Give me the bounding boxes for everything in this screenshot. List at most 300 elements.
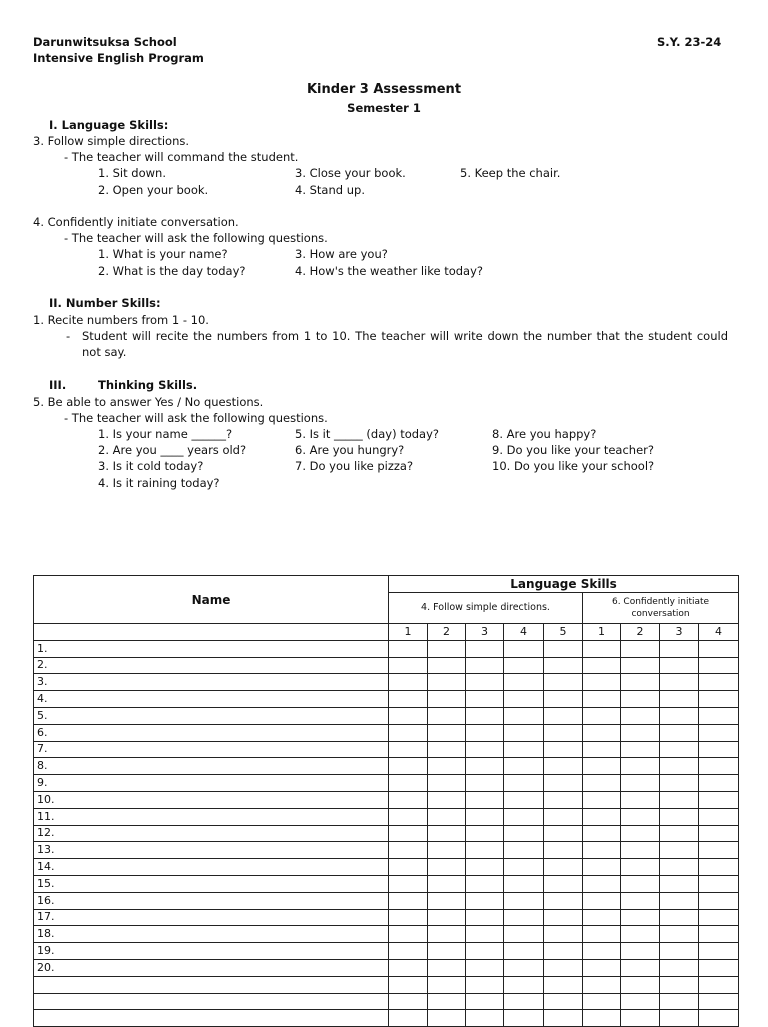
score-cell[interactable] xyxy=(621,741,660,758)
score-cell[interactable] xyxy=(389,775,428,792)
column-number: 2 xyxy=(428,624,466,641)
student-name-cell[interactable]: 17. xyxy=(34,909,389,926)
score-cell[interactable] xyxy=(466,657,504,674)
score-cell[interactable] xyxy=(699,657,739,674)
score-cell[interactable] xyxy=(466,724,504,741)
score-cell[interactable] xyxy=(544,791,583,808)
score-cell[interactable] xyxy=(466,943,504,960)
score-cell[interactable] xyxy=(583,724,621,741)
score-cell[interactable] xyxy=(428,640,466,657)
page-subtitle: Semester 1 xyxy=(347,101,421,115)
score-cell[interactable] xyxy=(389,707,428,724)
score-cell[interactable] xyxy=(466,959,504,976)
score-cell[interactable] xyxy=(466,674,504,691)
score-cell[interactable] xyxy=(660,943,699,960)
score-cell[interactable] xyxy=(583,892,621,909)
score-cell[interactable] xyxy=(660,875,699,892)
score-cell[interactable] xyxy=(583,875,621,892)
score-cell[interactable] xyxy=(428,926,466,943)
note-teacher-ask: - The teacher will ask the following questions. xyxy=(64,231,328,245)
score-cell[interactable] xyxy=(583,842,621,859)
score-cell[interactable] xyxy=(544,724,583,741)
score-cell[interactable] xyxy=(428,959,466,976)
score-cell[interactable] xyxy=(660,842,699,859)
score-cell[interactable] xyxy=(621,943,660,960)
score-cell[interactable] xyxy=(660,959,699,976)
score-cell[interactable] xyxy=(583,976,621,993)
student-name-cell[interactable]: 3. xyxy=(34,674,389,691)
score-cell[interactable] xyxy=(583,691,621,708)
score-cell[interactable] xyxy=(583,808,621,825)
blank-cell xyxy=(34,624,389,641)
item-recite-numbers: 1. Recite numbers from 1 - 10. xyxy=(33,313,209,327)
score-cell[interactable] xyxy=(504,875,544,892)
score-cell[interactable] xyxy=(428,691,466,708)
table-row xyxy=(34,657,739,674)
score-cell[interactable] xyxy=(583,640,621,657)
question-item: 2. Are you ____ years old? xyxy=(98,443,247,457)
student-name-cell[interactable]: 1. xyxy=(34,640,389,657)
column-number: 2 xyxy=(621,624,660,641)
score-cell[interactable] xyxy=(699,926,739,943)
score-cell[interactable] xyxy=(699,741,739,758)
table-row xyxy=(34,842,739,859)
question-item: 1. What is your name? xyxy=(98,247,228,261)
question-item: 2. What is the day today? xyxy=(98,264,246,278)
score-cell[interactable] xyxy=(660,674,699,691)
score-cell[interactable] xyxy=(466,707,504,724)
column-number: 5 xyxy=(544,624,583,641)
score-cell[interactable] xyxy=(504,741,544,758)
score-cell[interactable] xyxy=(660,808,699,825)
score-cell[interactable] xyxy=(621,993,660,1010)
student-name-cell[interactable]: 19. xyxy=(34,943,389,960)
table-row xyxy=(34,758,739,775)
table-row xyxy=(34,859,739,876)
score-cell[interactable] xyxy=(504,825,544,842)
score-cell[interactable] xyxy=(389,875,428,892)
question-item: 10. Do you like your school? xyxy=(492,459,655,473)
score-cell[interactable] xyxy=(504,909,544,926)
section-thinking-number: III. xyxy=(49,378,67,392)
score-cell[interactable] xyxy=(466,976,504,993)
student-name-cell[interactable]: 14. xyxy=(34,859,389,876)
score-cell[interactable] xyxy=(660,892,699,909)
score-cell[interactable] xyxy=(583,657,621,674)
command-item: 2. Open your book. xyxy=(98,183,209,197)
column-number: 3 xyxy=(660,624,699,641)
score-cell[interactable] xyxy=(544,691,583,708)
score-cell[interactable] xyxy=(389,909,428,926)
score-cell[interactable] xyxy=(660,859,699,876)
score-cell[interactable] xyxy=(699,859,739,876)
score-cell[interactable] xyxy=(660,926,699,943)
initiate-conversation-header: 6. Confidently initiate conversation xyxy=(583,593,739,624)
score-cell[interactable] xyxy=(389,943,428,960)
note-teacher-command: - The teacher will command the student. xyxy=(64,150,299,164)
score-cell[interactable] xyxy=(699,707,739,724)
score-cell[interactable] xyxy=(621,657,660,674)
score-cell[interactable] xyxy=(660,825,699,842)
score-cell[interactable] xyxy=(621,640,660,657)
score-cell[interactable] xyxy=(466,808,504,825)
command-item: 3. Close your book. xyxy=(295,166,406,180)
name-column-header: Name xyxy=(34,576,389,624)
score-cell[interactable] xyxy=(699,674,739,691)
question-item: 1. Is your name ______? xyxy=(98,427,233,441)
score-cell[interactable] xyxy=(660,993,699,1010)
student-name-cell[interactable]: 5. xyxy=(34,707,389,724)
score-cell[interactable] xyxy=(660,976,699,993)
score-cell[interactable] xyxy=(466,741,504,758)
student-name-cell[interactable]: 12. xyxy=(34,825,389,842)
score-cell[interactable] xyxy=(621,724,660,741)
note-recite-line1: Student will recite the numbers from 1 to 10. The teacher will write down the number that the student could xyxy=(82,329,728,343)
score-cell[interactable] xyxy=(660,741,699,758)
score-cell[interactable] xyxy=(621,758,660,775)
table-row xyxy=(34,993,739,1010)
score-cell[interactable] xyxy=(583,926,621,943)
school-name: Darunwitsuksa School xyxy=(33,35,177,49)
score-cell[interactable] xyxy=(583,993,621,1010)
student-name-cell[interactable]: 7. xyxy=(34,741,389,758)
table-row xyxy=(34,909,739,926)
page-title: Kinder 3 Assessment xyxy=(306,82,462,97)
command-item: 5. Keep the chair. xyxy=(460,166,561,180)
score-cell[interactable] xyxy=(660,758,699,775)
student-name-cell[interactable]: 10. xyxy=(34,791,389,808)
score-cell[interactable] xyxy=(389,791,428,808)
score-cell[interactable] xyxy=(621,959,660,976)
score-cell[interactable] xyxy=(466,909,504,926)
score-cell[interactable] xyxy=(544,909,583,926)
score-cell[interactable] xyxy=(504,775,544,792)
score-cell[interactable] xyxy=(699,875,739,892)
score-cell[interactable] xyxy=(621,791,660,808)
score-cell[interactable] xyxy=(504,943,544,960)
score-cell[interactable] xyxy=(583,859,621,876)
score-cell[interactable] xyxy=(621,859,660,876)
table-row xyxy=(34,674,739,691)
score-cell[interactable] xyxy=(544,875,583,892)
score-cell[interactable] xyxy=(504,691,544,708)
score-cell[interactable] xyxy=(389,691,428,708)
column-number: 1 xyxy=(389,624,428,641)
student-name-cell[interactable]: 18. xyxy=(34,926,389,943)
item-yes-no: 5. Be able to answer Yes / No questions. xyxy=(33,395,264,409)
score-cell[interactable] xyxy=(621,674,660,691)
score-cell[interactable] xyxy=(466,842,504,859)
school-year: S.Y. 23-24 xyxy=(657,35,722,49)
score-cell[interactable] xyxy=(660,724,699,741)
score-cell[interactable] xyxy=(466,993,504,1010)
score-cell[interactable] xyxy=(544,959,583,976)
score-cell[interactable] xyxy=(544,892,583,909)
score-cell[interactable] xyxy=(660,775,699,792)
score-cell[interactable] xyxy=(699,691,739,708)
student-name-cell[interactable]: 20. xyxy=(34,959,389,976)
score-cell[interactable] xyxy=(544,976,583,993)
note-recite-line2: not say. xyxy=(82,345,127,359)
column-number-row xyxy=(34,624,739,641)
question-item: 3. How are you? xyxy=(295,247,388,261)
score-cell[interactable] xyxy=(583,1010,621,1027)
table-row xyxy=(34,976,739,993)
student-name-cell[interactable]: 2. xyxy=(34,657,389,674)
column-number: 4 xyxy=(504,624,544,641)
table-row xyxy=(34,724,739,741)
score-cell[interactable] xyxy=(428,741,466,758)
question-item: 9. Do you like your teacher? xyxy=(492,443,654,457)
score-cell[interactable] xyxy=(389,758,428,775)
score-cell[interactable] xyxy=(466,892,504,909)
score-cell[interactable] xyxy=(699,758,739,775)
score-cell[interactable] xyxy=(428,775,466,792)
score-cell[interactable] xyxy=(544,741,583,758)
column-number: 3 xyxy=(466,624,504,641)
column-number: 1 xyxy=(583,624,621,641)
score-cell[interactable] xyxy=(389,959,428,976)
score-cell[interactable] xyxy=(660,707,699,724)
score-cell[interactable] xyxy=(504,724,544,741)
score-cell[interactable] xyxy=(389,993,428,1010)
score-cell[interactable] xyxy=(428,707,466,724)
command-item: 4. Stand up. xyxy=(295,183,365,197)
score-cell[interactable] xyxy=(544,674,583,691)
question-item: 4. Is it raining today? xyxy=(98,476,220,490)
score-cell[interactable] xyxy=(504,808,544,825)
assessment-table xyxy=(33,575,739,1027)
score-cell[interactable] xyxy=(621,707,660,724)
student-name-cell[interactable] xyxy=(34,993,389,1010)
score-cell[interactable] xyxy=(428,674,466,691)
score-cell[interactable] xyxy=(466,758,504,775)
score-cell[interactable] xyxy=(428,657,466,674)
note-teacher-ask-2: - The teacher will ask the following questions. xyxy=(64,411,328,425)
table-row xyxy=(34,707,739,724)
student-name-cell[interactable] xyxy=(34,976,389,993)
table-row xyxy=(34,892,739,909)
score-cell[interactable] xyxy=(699,959,739,976)
score-cell[interactable] xyxy=(389,825,428,842)
score-cell[interactable] xyxy=(466,926,504,943)
score-cell[interactable] xyxy=(621,691,660,708)
student-name-cell[interactable]: 6. xyxy=(34,724,389,741)
score-cell[interactable] xyxy=(583,707,621,724)
student-name-cell[interactable]: 11. xyxy=(34,808,389,825)
score-cell[interactable] xyxy=(428,859,466,876)
note-dash: - xyxy=(66,329,71,343)
score-cell[interactable] xyxy=(504,1010,544,1027)
score-cell[interactable] xyxy=(428,993,466,1010)
score-cell[interactable] xyxy=(389,976,428,993)
score-cell[interactable] xyxy=(621,1010,660,1027)
score-cell[interactable] xyxy=(699,892,739,909)
score-cell[interactable] xyxy=(466,775,504,792)
table-row xyxy=(34,825,739,842)
score-cell[interactable] xyxy=(660,909,699,926)
score-cell[interactable] xyxy=(621,909,660,926)
score-cell[interactable] xyxy=(621,875,660,892)
score-cell[interactable] xyxy=(504,674,544,691)
score-cell[interactable] xyxy=(583,758,621,775)
score-cell[interactable] xyxy=(699,775,739,792)
score-cell[interactable] xyxy=(428,976,466,993)
score-cell[interactable] xyxy=(544,1010,583,1027)
score-cell[interactable] xyxy=(699,993,739,1010)
item-follow-directions: 3. Follow simple directions. xyxy=(33,134,190,148)
score-cell[interactable] xyxy=(504,640,544,657)
score-cell[interactable] xyxy=(428,909,466,926)
score-cell[interactable] xyxy=(428,1010,466,1027)
score-cell[interactable] xyxy=(699,640,739,657)
score-cell[interactable] xyxy=(621,825,660,842)
score-cell[interactable] xyxy=(621,775,660,792)
student-name-cell[interactable]: 9. xyxy=(34,775,389,792)
student-name-cell[interactable]: 8. xyxy=(34,758,389,775)
score-cell[interactable] xyxy=(389,892,428,909)
score-cell[interactable] xyxy=(621,842,660,859)
score-cell[interactable] xyxy=(504,859,544,876)
score-cell[interactable] xyxy=(699,976,739,993)
table-row xyxy=(34,1010,739,1027)
score-cell[interactable] xyxy=(466,825,504,842)
score-cell[interactable] xyxy=(660,657,699,674)
score-cell[interactable] xyxy=(544,943,583,960)
score-cell[interactable] xyxy=(504,892,544,909)
score-cell[interactable] xyxy=(621,976,660,993)
score-cell[interactable] xyxy=(544,825,583,842)
score-cell[interactable] xyxy=(428,825,466,842)
score-cell[interactable] xyxy=(504,791,544,808)
score-cell[interactable] xyxy=(583,825,621,842)
score-cell[interactable] xyxy=(699,724,739,741)
score-cell[interactable] xyxy=(544,842,583,859)
question-item: 7. Do you like pizza? xyxy=(295,459,414,473)
score-cell[interactable] xyxy=(504,993,544,1010)
score-cell[interactable] xyxy=(544,775,583,792)
score-cell[interactable] xyxy=(544,657,583,674)
program-name: Intensive English Program xyxy=(33,51,204,65)
section-language-heading: I. Language Skills: xyxy=(49,118,169,132)
section-number-heading: II. Number Skills: xyxy=(49,296,161,310)
score-cell[interactable] xyxy=(583,943,621,960)
score-cell[interactable] xyxy=(389,741,428,758)
score-cell[interactable] xyxy=(621,926,660,943)
score-cell[interactable] xyxy=(544,859,583,876)
score-cell[interactable] xyxy=(660,691,699,708)
score-cell[interactable] xyxy=(428,892,466,909)
score-cell[interactable] xyxy=(699,791,739,808)
language-skills-header: Language Skills xyxy=(389,576,739,593)
table-row xyxy=(34,926,739,943)
score-cell[interactable] xyxy=(504,758,544,775)
score-cell[interactable] xyxy=(466,1010,504,1027)
score-cell[interactable] xyxy=(699,808,739,825)
student-name-cell[interactable]: 16. xyxy=(34,892,389,909)
score-cell[interactable] xyxy=(660,640,699,657)
score-cell[interactable] xyxy=(544,640,583,657)
column-number: 4 xyxy=(699,624,739,641)
table-row xyxy=(34,741,739,758)
follow-directions-header: 4. Follow simple directions. xyxy=(389,593,583,624)
score-cell[interactable] xyxy=(428,791,466,808)
score-cell[interactable] xyxy=(466,640,504,657)
score-cell[interactable] xyxy=(389,808,428,825)
score-cell[interactable] xyxy=(389,640,428,657)
score-cell[interactable] xyxy=(504,707,544,724)
score-cell[interactable] xyxy=(428,875,466,892)
command-item: 1. Sit down. xyxy=(98,166,166,180)
score-cell[interactable] xyxy=(428,842,466,859)
score-cell[interactable] xyxy=(544,926,583,943)
score-cell[interactable] xyxy=(583,741,621,758)
score-cell[interactable] xyxy=(389,859,428,876)
score-cell[interactable] xyxy=(583,959,621,976)
score-cell[interactable] xyxy=(466,691,504,708)
score-cell[interactable] xyxy=(389,926,428,943)
table-row xyxy=(34,791,739,808)
score-cell[interactable] xyxy=(504,842,544,859)
score-cell[interactable] xyxy=(699,825,739,842)
score-cell[interactable] xyxy=(389,1010,428,1027)
score-cell[interactable] xyxy=(428,724,466,741)
score-cell[interactable] xyxy=(699,842,739,859)
score-cell[interactable] xyxy=(660,791,699,808)
table-row xyxy=(34,959,739,976)
question-item: 5. Is it _____ (day) today? xyxy=(295,427,440,441)
score-cell[interactable] xyxy=(583,674,621,691)
table-row xyxy=(34,640,739,657)
score-cell[interactable] xyxy=(428,808,466,825)
score-cell[interactable] xyxy=(389,724,428,741)
score-cell[interactable] xyxy=(504,976,544,993)
score-cell[interactable] xyxy=(699,943,739,960)
score-cell[interactable] xyxy=(466,875,504,892)
score-cell[interactable] xyxy=(428,943,466,960)
score-cell[interactable] xyxy=(660,1010,699,1027)
score-cell[interactable] xyxy=(544,808,583,825)
table-row xyxy=(34,875,739,892)
score-cell[interactable] xyxy=(583,775,621,792)
score-cell[interactable] xyxy=(699,1010,739,1027)
score-cell[interactable] xyxy=(699,909,739,926)
score-cell[interactable] xyxy=(466,859,504,876)
section-thinking-heading: Thinking Skills. xyxy=(98,378,198,392)
score-cell[interactable] xyxy=(428,758,466,775)
score-cell[interactable] xyxy=(504,657,544,674)
table-row xyxy=(34,775,739,792)
student-name-cell[interactable]: 15. xyxy=(34,875,389,892)
score-cell[interactable] xyxy=(466,791,504,808)
score-cell[interactable] xyxy=(544,707,583,724)
score-cell[interactable] xyxy=(504,926,544,943)
student-name-cell[interactable]: 4. xyxy=(34,691,389,708)
score-cell[interactable] xyxy=(621,892,660,909)
score-cell[interactable] xyxy=(504,959,544,976)
score-cell[interactable] xyxy=(544,993,583,1010)
score-cell[interactable] xyxy=(389,657,428,674)
question-item: 6. Are you hungry? xyxy=(295,443,405,457)
student-name-cell[interactable]: 13. xyxy=(34,842,389,859)
score-cell[interactable] xyxy=(621,808,660,825)
score-cell[interactable] xyxy=(389,842,428,859)
score-cell[interactable] xyxy=(583,909,621,926)
score-cell[interactable] xyxy=(544,758,583,775)
student-name-cell[interactable] xyxy=(34,1010,389,1027)
score-cell[interactable] xyxy=(583,791,621,808)
score-cell[interactable] xyxy=(389,674,428,691)
